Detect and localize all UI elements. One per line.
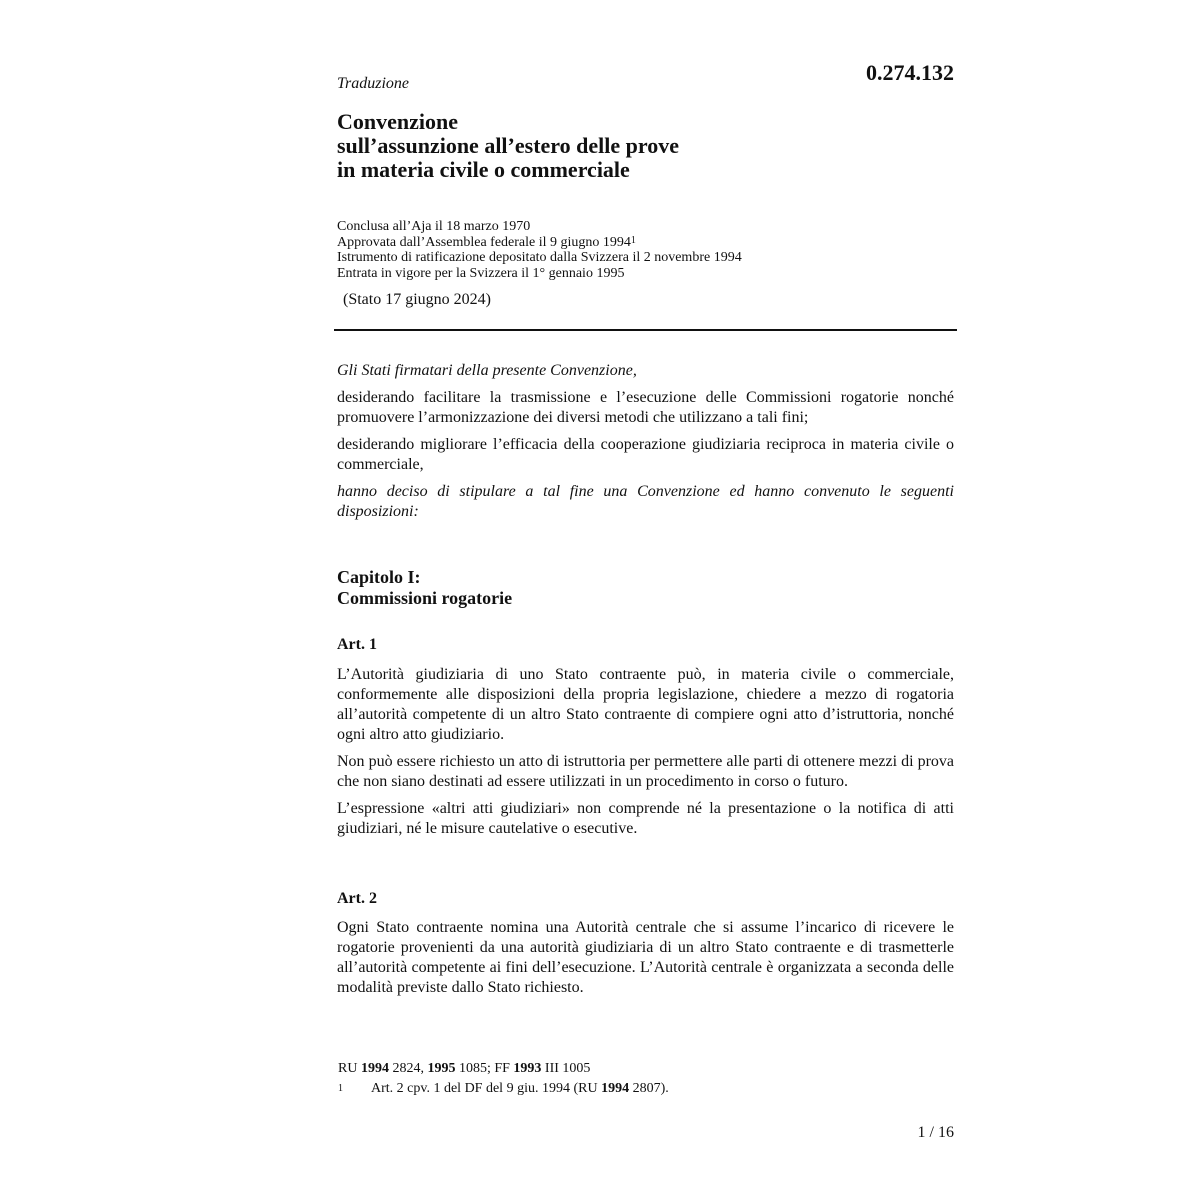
preamble-paragraph: desiderando migliorare l’efficacia della cooperazione giudiziaria reciproca in materia civile o commerciale, (337, 436, 954, 473)
header-divider (334, 329, 957, 331)
preamble-intro: Gli Stati firmatari della presente Convenzione, (337, 362, 637, 379)
chapter-title: Commissioni rogatorie (337, 588, 513, 608)
approved-line: Approvata dall’Assemblea federale il 9 giugno 1994$^1$ (337, 234, 636, 250)
footnote-ref-1[interactable]: 1 (630, 234, 636, 246)
title-line-1: Convenzione (337, 109, 458, 134)
preamble-closing: hanno deciso di stipulare a tal fine una Convenzione ed hanno convenuto le seguenti disposizioni: (337, 483, 954, 520)
status-date: (Stato 17 giugno 2024) (343, 291, 491, 308)
chapter-label: Capitolo I: (337, 567, 421, 587)
document-number: 0.274.132 (866, 60, 954, 85)
article-paragraph: Non può essere richiesto un atto di istruttoria per permettere alle parti di ottenere mezzi di prova che non siano destinati ad essere utilizzati in un procedimento in corso o futuro. (337, 753, 954, 790)
footnotes (338, 1059, 669, 1099)
preamble (337, 361, 954, 529)
in-force-line: Entrata in vigore per la Svizzera il 1° gennaio 1995 (337, 265, 625, 281)
article-paragraph: L’Autorità giudiziaria di uno Stato contraente può, in materia civile o commerciale, conformemente alle disposizioni della propria legislazione, chiedere a mezzo di rogatoria all’autorità competente di un altro Stato contraente di compiere ogni atto d’istruttoria, nonché ogni altro atto giudiziario. (337, 666, 954, 743)
page-number: 1 / 16 (917, 1124, 954, 1141)
treaty-metadata (337, 219, 742, 281)
article-paragraph: L’espressione «altri atti giudiziari» non comprende né la presentazione o la notifica di atti giudiziari, né le misure cautelative o esecutive. (337, 800, 954, 837)
title-line-2: sull’assunzione all’estero delle prove (337, 133, 680, 158)
article-1-title: Art. 1 (337, 636, 377, 653)
title-line-3: in materia civile o commerciale (337, 157, 630, 182)
article-paragraph: Ogni Stato contraente nomina una Autorità centrale che si assume l’incarico di ricevere le rogatorie provenienti da una autorità giudiziaria di un altro Stato contraente e di trasmetterle all’autorità competente ai fini dell’esecuzione. L’Autorità centrale è organizzata a seconda delle modalità previste dallo Stato richiesto. (337, 919, 954, 996)
translation-label: Traduzione (337, 75, 410, 92)
article-1-body (337, 665, 954, 846)
preamble-paragraph: desiderando facilitare la trasmissione e l’esecuzione delle Commissioni rogatorie nonché promuovere l’armonizzazione dei diversi metodi che utilizzano a tali fini; (337, 389, 954, 426)
source-references: RU 1994 2824, 1995 1085; FF 1993 III 1005 (338, 1061, 591, 1076)
article-2-title: Art. 2 (337, 890, 377, 907)
footnote-1: 1 Art. 2 cpv. 1 del DF del 9 giu. 1994 (RU 1994 2807). (338, 1079, 669, 1099)
ratification-line: Istrumento di ratificazione depositato dalla Svizzera il 2 novembre 1994 (337, 250, 742, 265)
chapter-heading (337, 567, 512, 609)
article-2-body (337, 918, 954, 1005)
footnote-mark: 1 (338, 1083, 343, 1094)
concluded-line: Conclusa all’Aja il 18 marzo 1970 (337, 219, 531, 234)
document-title (337, 110, 679, 182)
